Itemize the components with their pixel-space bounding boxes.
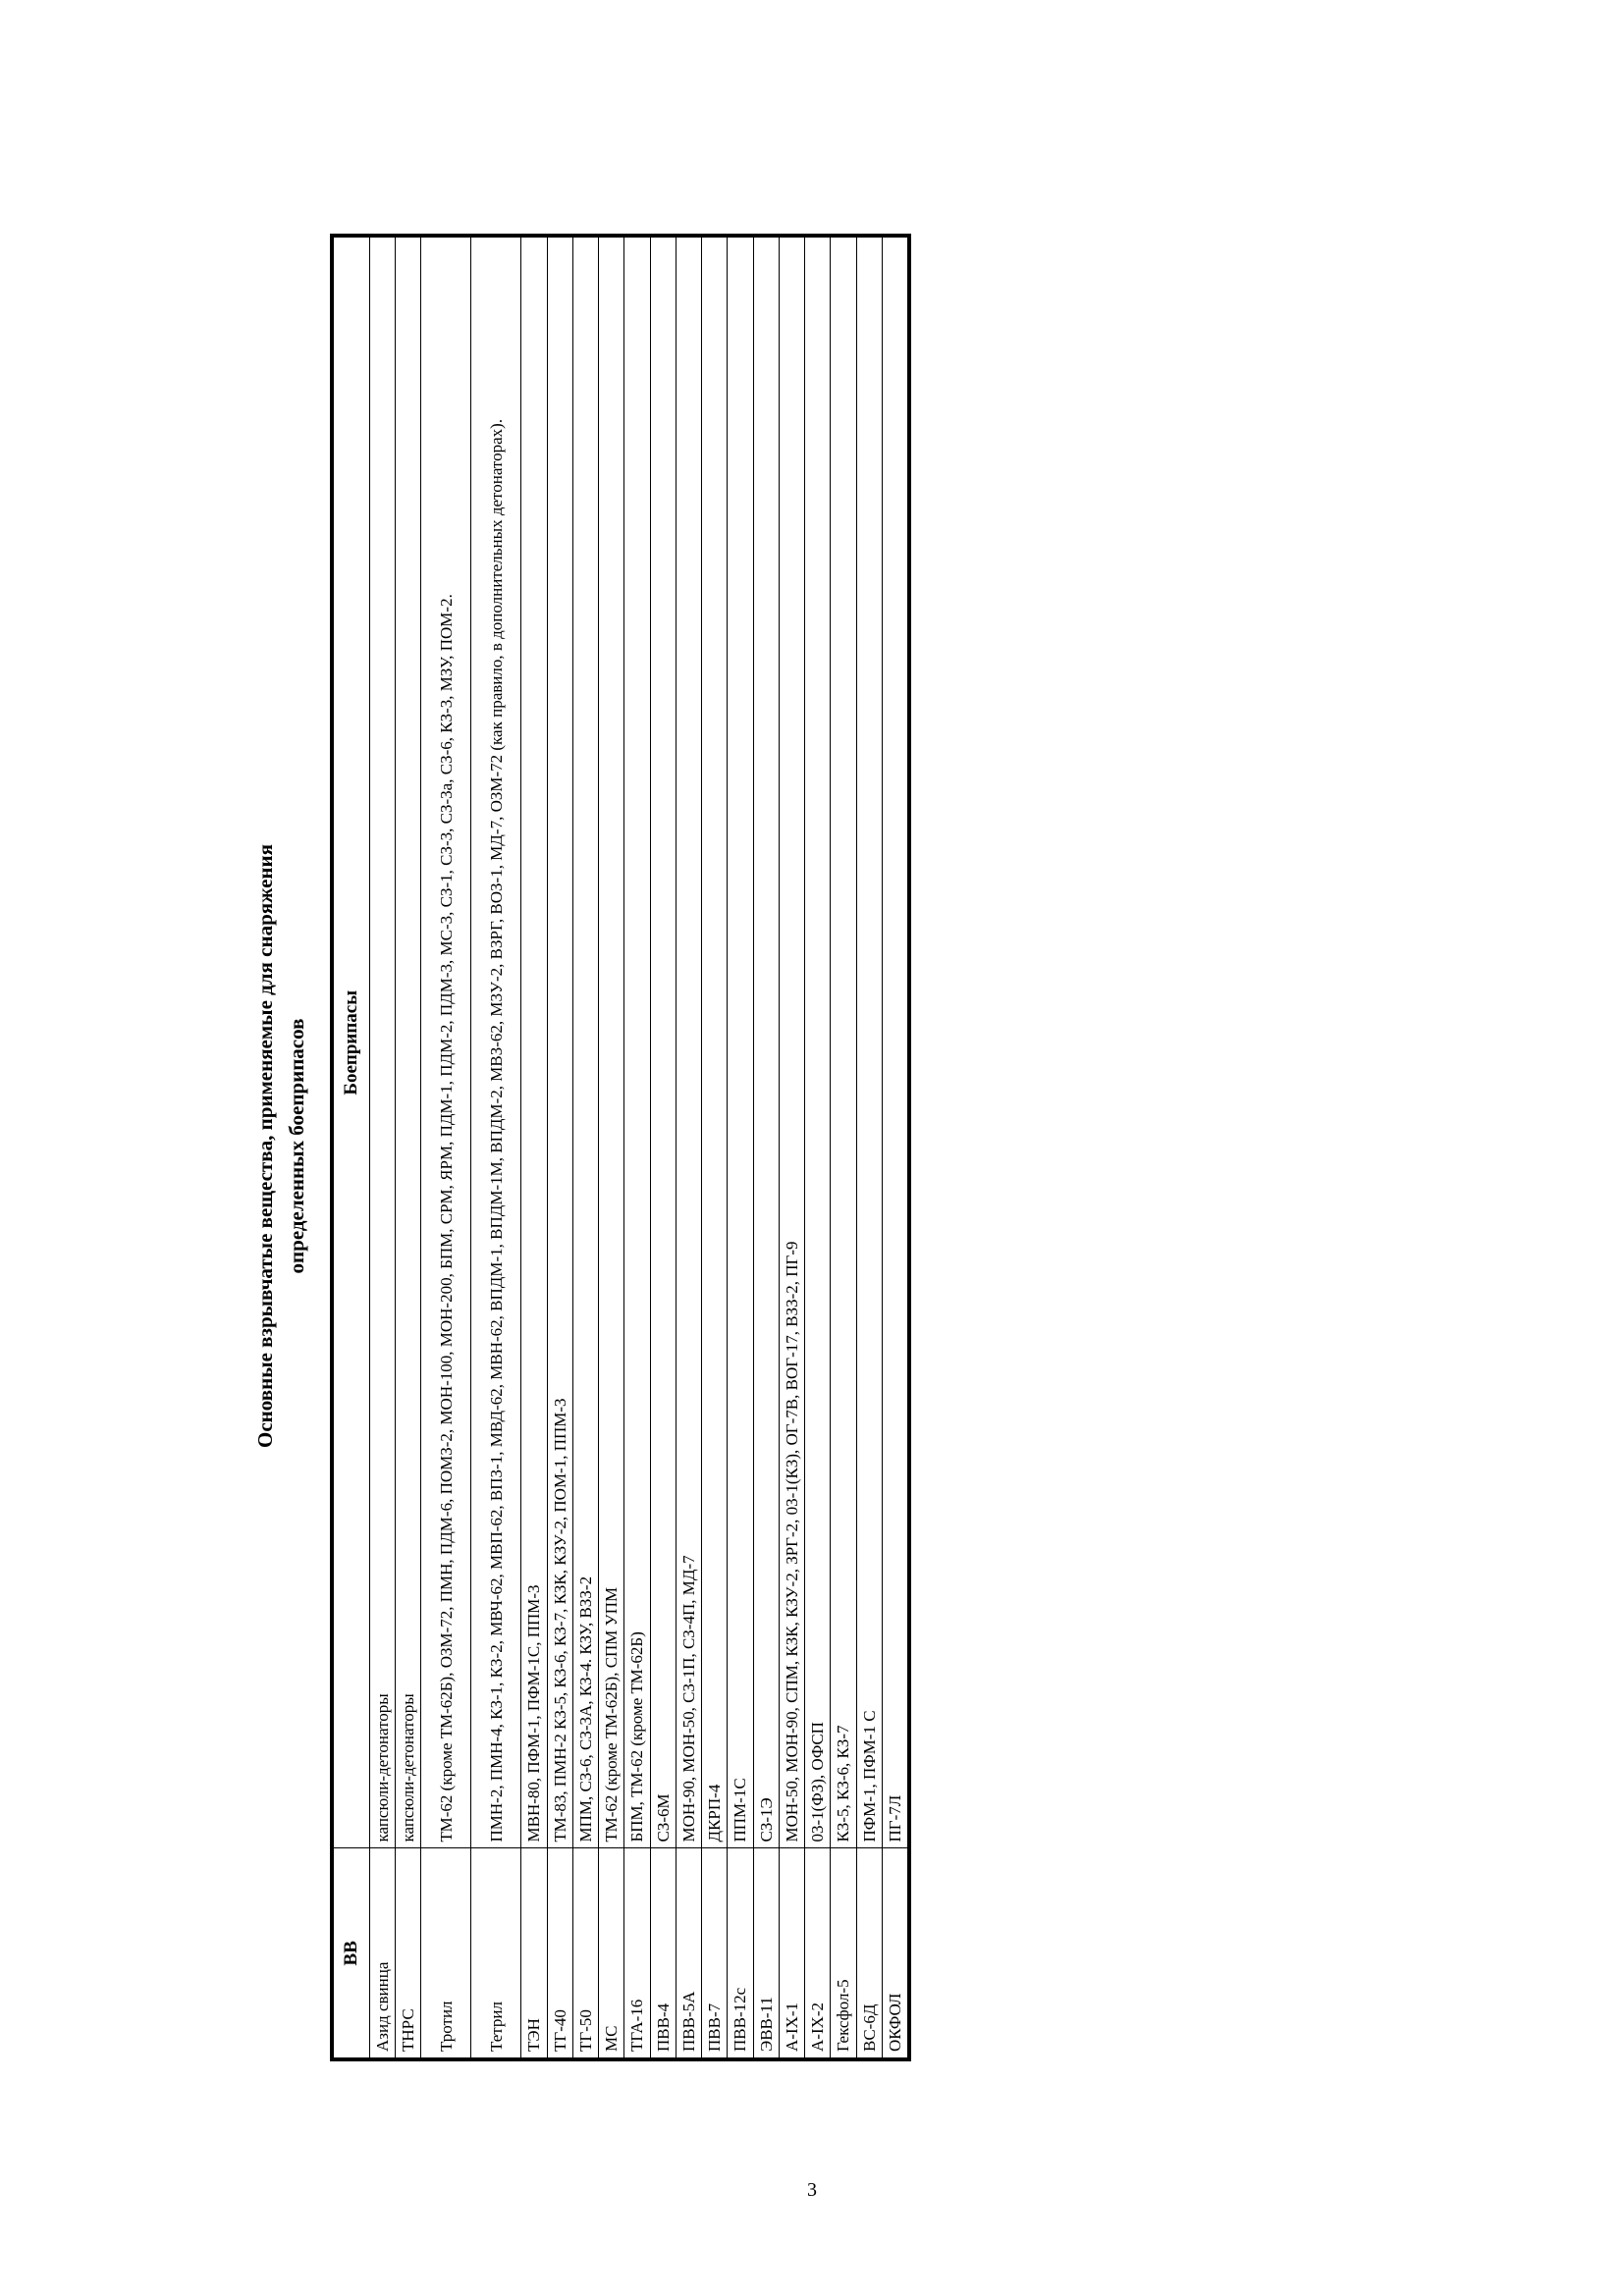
table-row bbox=[369, 236, 395, 2059]
table-row bbox=[753, 236, 779, 2059]
table-body bbox=[369, 236, 909, 2059]
cell-vv: Азид свинца bbox=[369, 1848, 395, 2059]
table-row bbox=[805, 236, 831, 2059]
cell-ammo: 03-1(ФЗ), ОФСП bbox=[805, 236, 831, 1848]
cell-vv: ПВВ-7 bbox=[702, 1848, 728, 2059]
table-row bbox=[521, 236, 547, 2059]
table-row bbox=[728, 236, 753, 2059]
cell-vv: ПВВ-5А bbox=[676, 1848, 701, 2059]
cell-vv: А-IX-2 bbox=[805, 1848, 831, 2059]
page-title-line-2: определенных боеприпасов bbox=[284, 1018, 308, 1274]
table-header-row bbox=[332, 236, 369, 2059]
rotated-content-area bbox=[250, 231, 1350, 2061]
table-row bbox=[471, 236, 521, 2059]
table-row bbox=[624, 236, 650, 2059]
cell-ammo: ППМ-1С bbox=[728, 236, 753, 1848]
cell-ammo: ТМ-62 (кроме ТМ-62Б), ОЗМ-72, ПМН, ПДМ-6, ПОМЗ-2, МОН-100, МОН-200, БПМ, СРМ, ЯРМ, ПДМ-1, ПДМ-2, ПДМ-3, МС-3, СЗ-1, СЗ-3, СЗ-3а, СЗ-6, КЗ-3, МЗУ, ПОМ-2. bbox=[421, 236, 471, 1848]
explosives-table bbox=[330, 234, 911, 2061]
cell-ammo: ПФМ-1, ПФМ-1 С bbox=[856, 236, 882, 1848]
table-header bbox=[332, 236, 369, 2059]
table-row bbox=[421, 236, 471, 2059]
table-row bbox=[676, 236, 701, 2059]
cell-vv: Тротил bbox=[421, 1848, 471, 2059]
table-row bbox=[702, 236, 728, 2059]
column-header-vv: ВВ bbox=[332, 1848, 369, 2059]
cell-vv: А-IX-1 bbox=[779, 1848, 804, 2059]
cell-vv: ТГ-50 bbox=[572, 1848, 598, 2059]
table-row bbox=[572, 236, 598, 2059]
table-row bbox=[831, 236, 856, 2059]
cell-vv: ЭВВ-11 bbox=[753, 1848, 779, 2059]
cell-ammo: КЗ-5, КЗ-6, КЗ-7 bbox=[831, 236, 856, 1848]
cell-vv: ПВВ-4 bbox=[650, 1848, 676, 2059]
cell-vv: ОКФОЛ bbox=[882, 1848, 909, 2059]
cell-vv: ТГ-40 bbox=[547, 1848, 572, 2059]
page-title bbox=[250, 231, 312, 2061]
page-number: 3 bbox=[807, 2179, 817, 2201]
cell-ammo: МОН-90, МОН-50, СЗ-1П, СЗ-4П, МД-7 bbox=[676, 236, 701, 1848]
cell-ammo: МОН-50, МОН-90, СПМ, КЗК, КЗУ-2, ЗРГ-2, 03-1(КЗ), ОГ-7В, ВОГ-17, ВЗЗ-2, ПГ-9 bbox=[779, 236, 804, 1848]
cell-vv: ПВВ-12с bbox=[728, 1848, 753, 2059]
cell-vv: Гексфол-5 bbox=[831, 1848, 856, 2059]
page-title-line-1: Основные взрывчатые вещества, применяемые для снаряжения bbox=[253, 844, 277, 1448]
cell-ammo: ДКРП-4 bbox=[702, 236, 728, 1848]
cell-vv: ТЭН bbox=[521, 1848, 547, 2059]
cell-ammo: ПМН-2, ПМН-4, КЗ-1, КЗ-2, МВЧ-62, МВП-62, ВПЗ-1, МВД-62, МВН-62, ВПДМ-1, ВПДМ-1М, ВПДМ-2, МВЗ-62, М3У-2, ВЗРГ, ВОЗ-1, МД-7, ОЗМ-72 (как правило, в дополнительных детонаторах). bbox=[471, 236, 521, 1848]
table-row bbox=[547, 236, 572, 2059]
table-row bbox=[779, 236, 804, 2059]
table-row bbox=[882, 236, 909, 2059]
cell-ammo: ПГ-7Л bbox=[882, 236, 909, 1848]
cell-ammo: БПМ, ТМ-62 (кроме ТМ-62Б) bbox=[624, 236, 650, 1848]
column-header-ammo: Боеприпасы bbox=[332, 236, 369, 1848]
cell-ammo: МВН-80, ПФМ-1, ПФМ-1С, ППМ-3 bbox=[521, 236, 547, 1848]
cell-ammo: СЗ-6М bbox=[650, 236, 676, 1848]
table-row bbox=[599, 236, 624, 2059]
table-row bbox=[856, 236, 882, 2059]
cell-vv: ТГА-16 bbox=[624, 1848, 650, 2059]
cell-ammo: капсюли-детонаторы bbox=[396, 236, 421, 1848]
table-row bbox=[396, 236, 421, 2059]
cell-vv: ТНРС bbox=[396, 1848, 421, 2059]
cell-ammo: капсюли-детонаторы bbox=[369, 236, 395, 1848]
cell-ammo: ТМ-62 (кроме ТМ-62Б), СПМ УПМ bbox=[599, 236, 624, 1848]
cell-ammo: МПМ, СЗ-6, СЗ-3А, КЗ-4. КЗУ, ВЗЗ-2 bbox=[572, 236, 598, 1848]
table-row bbox=[650, 236, 676, 2059]
cell-ammo: ТМ-83, ПМН-2 КЗ-5, КЗ-6, КЗ-7, КЗК, КЗУ-2, ПОМ-1, ППМ-3 bbox=[547, 236, 572, 1848]
cell-vv: МС bbox=[599, 1848, 624, 2059]
cell-vv: ВС-6Д bbox=[856, 1848, 882, 2059]
cell-ammo: СЗ-1Э bbox=[753, 236, 779, 1848]
cell-vv: Тетрил bbox=[471, 1848, 521, 2059]
